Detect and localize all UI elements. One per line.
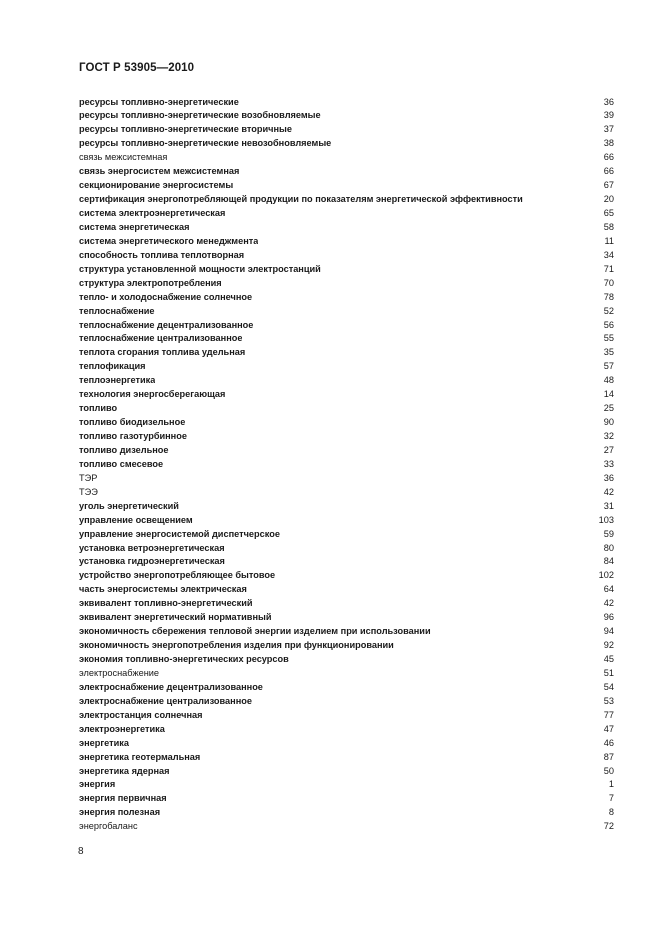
index-page-ref: 51 (603, 667, 614, 678)
index-term: связь энергосистем межсистемная (79, 166, 240, 177)
index-page-ref: 66 (603, 166, 614, 177)
index-entry (79, 179, 614, 193)
index-term: теплоснабжение децентрализованное (79, 319, 254, 330)
index-page-ref: 35 (603, 347, 614, 358)
index-entry (79, 207, 614, 221)
index-page-ref: 46 (603, 737, 614, 748)
index-entry (79, 569, 614, 583)
index-term: энергия (79, 779, 116, 790)
index-page-ref: 33 (603, 458, 614, 469)
index-entry (79, 346, 614, 360)
index-term: ресурсы топливно-энергетические вторичные (79, 124, 292, 135)
index-term: электроснабжение (79, 667, 160, 678)
index-term: топливо (79, 403, 118, 414)
index-entry (79, 555, 614, 569)
index-entry (79, 806, 614, 820)
index-term: структура установленной мощности электростанций (79, 263, 321, 274)
index-term: топливо смесевое (79, 458, 164, 469)
index-page-ref: 66 (603, 152, 614, 163)
index-page-ref: 84 (603, 556, 614, 567)
index-page-ref: 59 (603, 528, 614, 539)
index-page-ref: 72 (603, 821, 614, 832)
index-entry (79, 430, 614, 444)
index-term: электроснабжение централизованное (79, 695, 252, 706)
index-entry (79, 416, 614, 430)
index-page-ref: 11 (604, 235, 614, 246)
index-term: система энергетического менеджмента (79, 235, 259, 246)
index-term: энергетика геотермальная (79, 751, 201, 762)
index-term: сертификация энергопотребляющей продукции по показателям энергетической эффективности (79, 194, 523, 205)
index-term: ресурсы топливно-энергетические (79, 96, 239, 107)
index-entry (79, 500, 614, 514)
index-entry (79, 151, 614, 165)
alphabetical-index (79, 96, 614, 835)
index-term: топливо газотурбинное (79, 431, 187, 441)
index-entry (79, 305, 614, 319)
index-entry (79, 235, 614, 249)
index-term: энергетика (79, 737, 130, 748)
index-entry (79, 291, 614, 305)
index-term: топливо дизельное (79, 444, 169, 455)
index-page-ref: 52 (603, 305, 614, 316)
index-page-ref: 58 (603, 221, 614, 232)
index-page-ref: 65 (603, 208, 614, 218)
index-term: энергобаланс (79, 821, 138, 832)
index-page-ref: 36 (603, 472, 614, 483)
index-entry (79, 458, 614, 472)
index-term: эквивалент энергетический нормативный (79, 612, 272, 623)
index-term: способность топлива теплотворная (79, 249, 245, 260)
index-page-ref: 67 (603, 180, 614, 191)
index-term: установка ветроэнергетическая (79, 542, 225, 553)
index-page-ref: 53 (603, 695, 614, 706)
index-entry (79, 611, 614, 625)
index-page-ref: 34 (603, 249, 614, 260)
index-page-ref: 55 (603, 333, 614, 344)
index-page-ref: 36 (603, 96, 614, 107)
index-term: теплоэнергетика (79, 375, 156, 386)
index-term: технология энергосберегающая (79, 389, 226, 400)
index-term: секционирование энергосистемы (79, 180, 234, 191)
index-term: управление энергосистемой диспетчерское (79, 528, 280, 539)
index-entry (79, 319, 614, 333)
index-page-ref: 96 (603, 612, 614, 623)
index-term: энергетика ядерная (79, 765, 170, 776)
index-page-ref: 102 (598, 570, 614, 581)
index-term: энергия первичная (79, 793, 167, 804)
index-term: связь межсистемная (79, 152, 168, 163)
index-page-ref: 14 (603, 389, 614, 400)
index-term: электроснабжение децентрализованное (79, 681, 263, 692)
index-term: электростанция солнечная (79, 709, 203, 720)
index-entry (79, 263, 614, 277)
index-page-ref: 38 (603, 138, 614, 149)
index-term: теплоснабжение централизованное (79, 333, 243, 344)
index-entry (79, 249, 614, 263)
index-page-ref: 27 (603, 444, 614, 455)
index-entry (79, 277, 614, 291)
index-entry (79, 123, 614, 137)
index-term: энергия полезная (79, 807, 161, 818)
index-page-ref: 94 (603, 626, 614, 637)
index-entry (79, 709, 614, 723)
index-entry (79, 96, 614, 110)
index-term: топливо биодизельное (79, 417, 186, 428)
index-term: структура электропотребления (79, 277, 222, 288)
index-entry (79, 625, 614, 639)
index-term: теплоснабжение (79, 305, 155, 316)
index-page-ref: 31 (603, 500, 614, 511)
index-page-ref: 92 (603, 640, 614, 651)
index-page-ref: 64 (603, 584, 614, 595)
index-term: устройство энергопотребляющее бытовое (79, 570, 276, 581)
index-entry (79, 165, 614, 179)
index-term: тепло- и холодоснабжение солнечное (79, 291, 253, 302)
index-page-ref: 42 (603, 598, 614, 609)
index-entry (79, 695, 614, 709)
index-entry (79, 360, 614, 374)
index-entry (79, 444, 614, 458)
index-entry (79, 792, 614, 806)
index-page-ref: 1 (608, 779, 614, 790)
index-term: теплофикация (79, 361, 146, 372)
index-entry (79, 737, 614, 751)
index-entry (79, 486, 614, 500)
document-header: ГОСТ Р 53905—2010 (79, 62, 195, 74)
index-entry (79, 193, 614, 207)
index-term: эквивалент топливно-энергетический (79, 598, 253, 609)
index-entry (79, 765, 614, 779)
index-page-ref: 47 (603, 723, 614, 734)
index-page-ref: 87 (603, 751, 614, 762)
index-term: система электроэнергетическая (79, 208, 226, 218)
index-entry (79, 667, 614, 681)
index-term: часть энергосистемы электрическая (79, 584, 247, 595)
index-term: экономичность сбережения тепловой энергии изделием при использовании (79, 626, 431, 637)
index-page-ref: 20 (603, 194, 614, 205)
index-page-ref: 32 (603, 431, 614, 441)
index-page-ref: 78 (603, 291, 614, 302)
index-term: экономия топливно-энергетических ресурсов (79, 654, 289, 664)
index-term: установка гидроэнергетическая (79, 556, 225, 567)
index-page-ref: 39 (603, 110, 614, 121)
index-entry (79, 137, 614, 151)
index-entry (79, 542, 614, 556)
index-entry (79, 472, 614, 486)
index-page-ref: 37 (603, 124, 614, 135)
index-page-ref: 103 (598, 514, 614, 525)
index-entry (79, 820, 614, 834)
page-number: 8 (78, 846, 84, 857)
index-entry (79, 639, 614, 653)
index-entry (79, 597, 614, 611)
index-entry (79, 332, 614, 346)
index-page-ref: 77 (603, 709, 614, 720)
index-page-ref: 48 (603, 375, 614, 386)
index-page-ref: 80 (603, 542, 614, 553)
index-entry (79, 402, 614, 416)
index-term: экономичность энергопотребления изделия при функционировании (79, 640, 394, 651)
index-entry (79, 723, 614, 737)
index-entry (79, 109, 614, 123)
index-term: управление освещением (79, 514, 193, 525)
index-page-ref: 8 (608, 807, 614, 818)
index-term: ТЭР (79, 472, 98, 483)
index-term: теплота сгорания топлива удельная (79, 347, 246, 358)
index-entry (79, 221, 614, 235)
index-page-ref: 57 (603, 361, 614, 372)
index-page-ref: 7 (608, 793, 614, 804)
index-entry (79, 388, 614, 402)
index-entry (79, 514, 614, 528)
index-entry (79, 653, 614, 667)
index-page-ref: 71 (603, 263, 614, 274)
index-page-ref: 25 (603, 403, 614, 414)
index-term: электроэнергетика (79, 723, 165, 734)
index-entry (79, 528, 614, 542)
index-entry (79, 681, 614, 695)
index-term: ТЭЭ (79, 486, 98, 497)
index-page-ref: 45 (603, 654, 614, 664)
index-page-ref: 56 (603, 319, 614, 330)
index-entry (79, 583, 614, 597)
index-page-ref: 50 (603, 765, 614, 776)
index-page-ref: 54 (603, 681, 614, 692)
index-term: система энергетическая (79, 221, 190, 232)
index-term: ресурсы топливно-энергетические невозобновляемые (79, 138, 332, 149)
index-page-ref: 90 (603, 417, 614, 428)
index-term: ресурсы топливно-энергетические возобновляемые (79, 110, 321, 121)
index-term: уголь энергетический (79, 500, 179, 511)
index-page-ref: 70 (603, 277, 614, 288)
index-page-ref: 42 (603, 486, 614, 497)
index-entry (79, 374, 614, 388)
index-entry (79, 778, 614, 792)
index-entry (79, 751, 614, 765)
